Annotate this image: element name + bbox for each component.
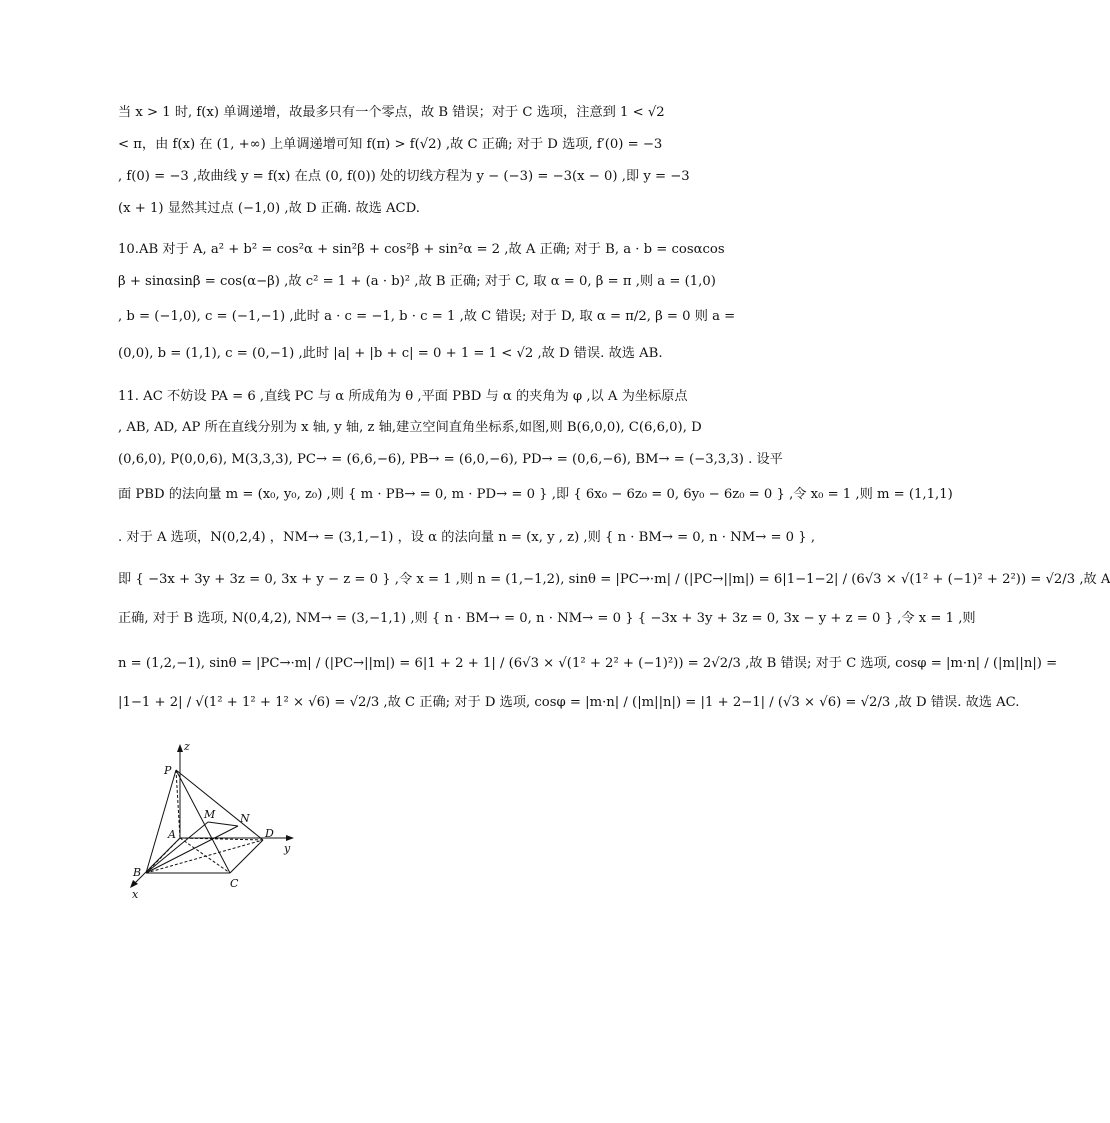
z-axis-arrow: [177, 744, 183, 752]
label-x: x: [132, 888, 139, 901]
label-p: P: [164, 764, 172, 777]
label-z: z: [184, 740, 190, 753]
label-a: A: [168, 828, 176, 841]
segment-bm: [146, 822, 208, 873]
p11-line-2: , AB, AD, AP 所在直线分别为 x 轴, y 轴, z 轴,建立空间直角坐标系,如图,则 B(6,0,0), C(6,6,0), D: [118, 420, 702, 435]
p11-line-7: 正确, 对于 B 选项, N(0,4,2), NM→ = (3,−1,1) ,则 { n · BM→ = 0, n · NM→ = 0 } { −3x + 3y + 3z = 0, 3x − y + z = 0 } ,令 x = 1 ,则: [118, 611, 976, 626]
edge-pa: [176, 770, 180, 838]
label-y: y: [284, 842, 291, 855]
label-m: M: [204, 808, 216, 821]
p9-line-2: < π，由 f(x) 在 (1, +∞) 上单调递增可知 f(π) > f(√2) ,故 C 正确; 对于 D 选项, f′(0) = −3: [118, 137, 663, 152]
p10-line-1: 10.AB 对于 A, a² + b² = cos²α + sin²β + cos²β + sin²α = 2 ,故 A 正确; 对于 B, a · b = cosαcos: [118, 242, 725, 257]
edge-pc: [176, 770, 230, 873]
p11-line-3: (0,6,0), P(0,0,6), M(3,3,3), PC→ = (6,6,−6), PB→ = (6,0,−6), PD→ = (0,6,−6), BM→ = (−3,3,3) . 设平: [118, 452, 783, 467]
p11-line-1: 11. AC 不妨设 PA = 6 ,直线 PC 与 α 所成角为 θ ,平面 PBD 与 α 的夹角为 φ ,以 A 为坐标原点: [118, 389, 688, 404]
p11-line-8: n = (1,2,−1), sinθ = |PC→·m| / (|PC→||m|) = 6|1 + 2 + 1| / (6√3 × √(1² + 2² + (−1)²)) = 2√2/3 ,故 B 错误; 对于 C 选项, cosφ = |m·n| / (|m||n|) =: [118, 656, 1058, 671]
p11-line-4: 面 PBD 的法向量 m = (x₀, y₀, z₀) ,则 { m · PB→ = 0, m · PD→ = 0 } ,即 { 6x₀ − 6z₀ = 0, 6y₀ − 6z₀ = 0 } ,令 x₀ = 1 ,则 m = (1,1,1): [118, 487, 953, 502]
p9-line-3: , f(0) = −3 ,故曲线 y = f(x) 在点 (0, f(0)) 处的切线方程为 y − (−3) = −3(x − 0) ,即 y = −3: [118, 169, 690, 184]
p10-line-4: (0,0), b = (1,1), c = (0,−1) ,此时 |a| + |b + c| = 0 + 1 = 1 < √2 ,故 D 错误. 故选 AB.: [118, 346, 663, 361]
p11-line-9: |1−1 + 2| / √(1² + 1² + 1² × √6) = √2/3 ,故 C 正确; 对于 D 选项, cosφ = |m·n| / (|m||n|) = |1 + 2−1| / (√3 × √6) = √2/3 ,故 D 错误. 故选 AC.: [118, 695, 1020, 710]
segment-bn: [146, 826, 238, 873]
p10-line-3: , b = (−1,0), c = (−1,−1) ,此时 a · c = −1, b · c = 1 ,故 C 错误; 对于 D, 取 α = π/2, β = 0 则 a =: [118, 309, 736, 324]
label-d: D: [265, 827, 274, 840]
pyramid-figure: [118, 740, 308, 900]
y-axis-arrow: [286, 835, 294, 841]
p11-line-5: . 对于 A 选项，N(0,2,4) ，NM→ = (3,1,−1) ，设 α 的法向量 n = (x, y , z) ,则 { n · BM→ = 0, n · NM→ = 0 } ,: [118, 530, 816, 545]
edge-pd: [176, 770, 263, 840]
p10-line-2: β + sinαsinβ = cos(α−β) ,故 c² = 1 + (a · b)² ,故 B 正确; 对于 C, 取 α = 0, β = π ,则 a = (1,0): [118, 274, 716, 289]
edge-cd: [230, 840, 263, 873]
label-c: C: [230, 877, 239, 890]
pyramid-diagram: [118, 740, 308, 900]
p9-line-1: 当 x > 1 时, f(x) 单调递增，故最多只有一个零点，故 B 错误；对于 C 选项，注意到 1 < √2: [118, 105, 665, 120]
p9-line-4: (x + 1) 显然其过点 (−1,0) ,故 D 正确. 故选 ACD.: [118, 201, 420, 216]
p11-line-6: 即 { −3x + 3y + 3z = 0, 3x + y − z = 0 } ,令 x = 1 ,则 n = (1,−1,2), sinθ = |PC→·m| / (|PC→||m|) = 6|1−1−2| / (6√3 × √(1² + (−1)² + 2²)) = √2/3 ,故 A: [118, 572, 1110, 587]
label-n: N: [240, 812, 250, 825]
segment-bd: [146, 840, 263, 873]
label-b: B: [133, 866, 142, 879]
segment-mn: [208, 822, 238, 826]
